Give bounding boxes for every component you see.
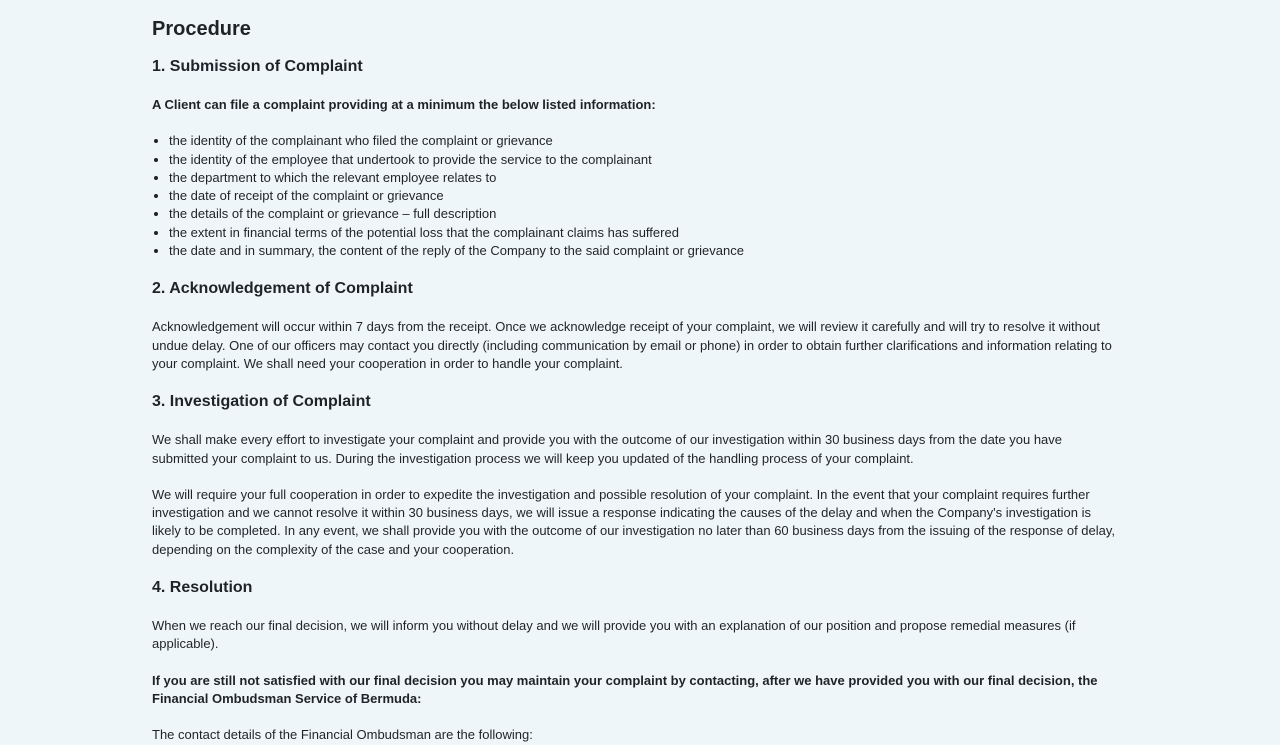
section-heading-acknowledgement: 2. Acknowledgement of Complaint bbox=[152, 280, 413, 298]
list-item: • the date of receipt of the complaint or grievance bbox=[169, 187, 1118, 205]
section-heading-investigation: 3. Investigation of Complaint bbox=[152, 393, 371, 411]
ombudsman-contact-intro: The contact details of the Financial Ombudsman are the following: bbox=[152, 727, 533, 743]
list-item: • the date and in summary, the content of the reply of the Company to the said complaint or grievance bbox=[169, 242, 1118, 260]
page-title: Procedure bbox=[152, 18, 251, 40]
investigation-paragraph-2: We will require your full cooperation in order to expedite the investigation and possible resolution of your complaint. In the event that your complaint requires further investigation and we cannot resolve it within 30 business days, we will issue a response indicating the causes of the delay and when the Company's investigation is likely to be completed. In any event, we shall provide you with the outcome of our investigation no later than 60 business days from the issuing of the response of delay, depending on the complexity of the case and your cooperation. bbox=[152, 486, 1116, 557]
submission-intro: A Client can file a complaint providing at a minimum the below listed information: bbox=[152, 97, 656, 112]
section-heading-resolution: 4. Resolution bbox=[152, 579, 253, 597]
section-heading-submission: 1. Submission of Complaint bbox=[152, 58, 363, 75]
investigation-paragraph-1: We shall make every effort to investigate your complaint and provide you with the outcome of our investigation within 30 business days from the date you have submitted your complaint to us. During the investigation process we will keep you updated of the handling process of your complaint. bbox=[152, 432, 1063, 466]
list-item: • the department to which the relevant employee relates to bbox=[169, 169, 1118, 187]
acknowledgement-paragraph: Acknowledgement will occur within 7 days from the receipt. Once we acknowledge receipt of your complaint, we will review it carefully and will try to resolve it without undue delay. One of our officers may contact you directly (including communication by email or phone) in order to obtain further clarifications and information relating to your complaint. We shall need your cooperation in order to handle your complaint. bbox=[152, 319, 1112, 371]
ombudsman-notice: If you are still not satisfied with our final decision you may maintain your complaint by contacting, after we have provided you with our final decision, the Financial Ombudsman Service of Bermuda: bbox=[152, 672, 1098, 706]
required-information-list bbox=[152, 132, 1118, 260]
resolution-paragraph: When we reach our final decision, we will inform you without delay and we will provide you with an explanation of our position and propose remedial measures (if applicable). bbox=[152, 618, 1076, 652]
list-item: • the extent in financial terms of the potential loss that the complainant claims has suffered bbox=[169, 224, 1118, 242]
list-item: • the details of the complaint or grievance – full description bbox=[169, 205, 1118, 223]
list-item: • the identity of the employee that undertook to provide the service to the complainant bbox=[169, 151, 1118, 169]
list-item: • the identity of the complainant who filed the complaint or grievance bbox=[169, 132, 1118, 150]
procedure-content bbox=[152, 16, 1118, 745]
